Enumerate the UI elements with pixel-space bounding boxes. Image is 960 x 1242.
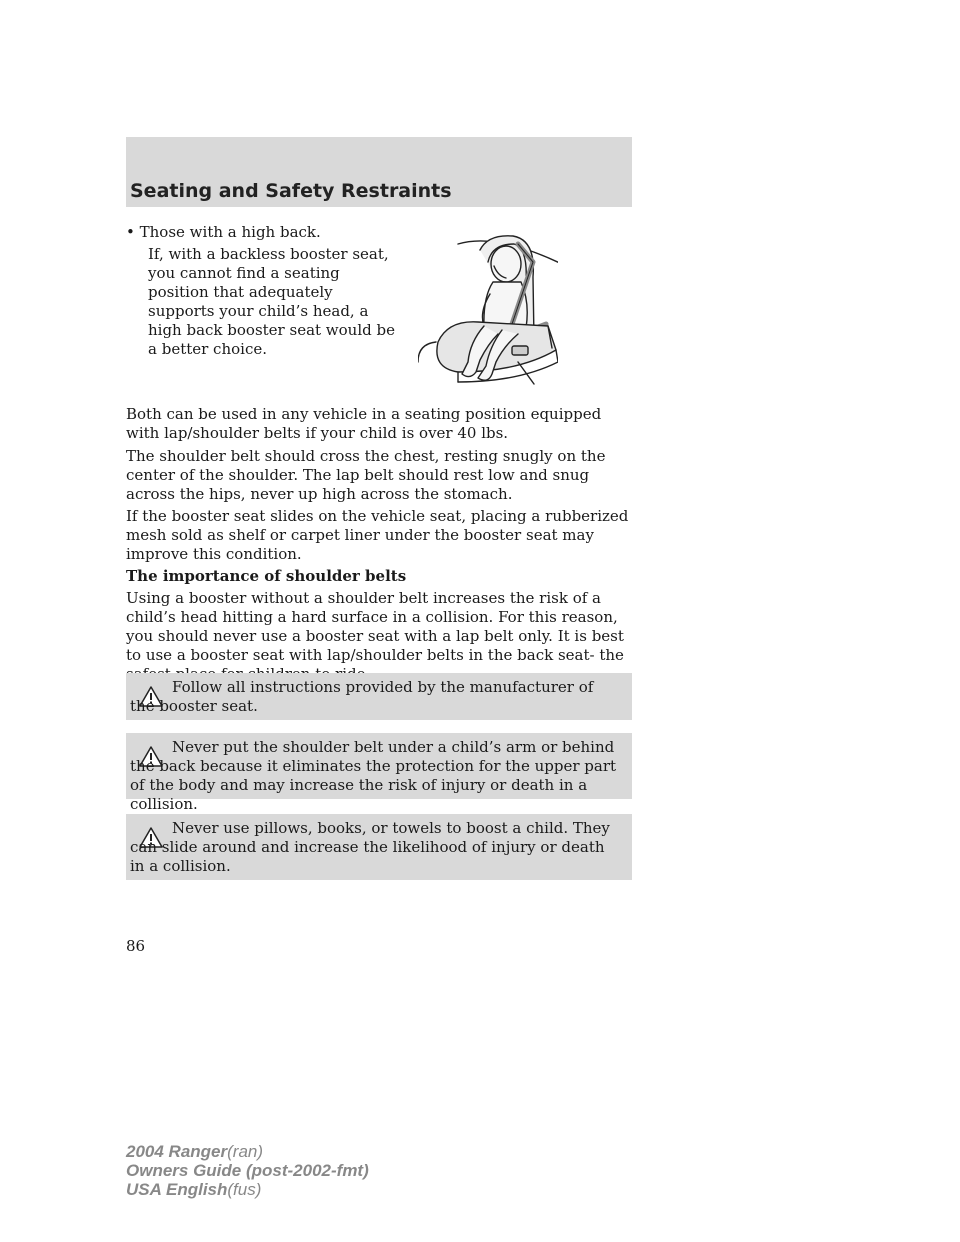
warning-text: Follow all instructions provided by the manufacturer of the booster seat. (130, 678, 594, 715)
page-number: 86 (126, 937, 146, 955)
paragraph-sliding-seat: If the booster seat slides on the vehicle seat, placing a rubberized mesh sold as shelf or carpet liner under the booster seat may improve this condition. (126, 507, 629, 563)
footer-line-model: 2004 Ranger(ran) (126, 1142, 264, 1161)
document-footer (126, 1142, 369, 1199)
page-title: Seating and Safety Restraints (130, 180, 452, 202)
warning-box-pillows (126, 814, 632, 880)
section-heading: The importance of shoulder belts (126, 567, 407, 585)
warning-box-instructions (126, 673, 632, 720)
indented-paragraph: If, with a backless booster seat, you cannot find a seating position that adequately supports your child’s head, a high back booster seat would be a better choice. (148, 245, 395, 358)
paragraph-both-vehicles: Both can be used in any vehicle in a seating position equipped with lap/shoulder belts if your child is over 40 lbs. (126, 405, 602, 442)
child-in-booster-seat-illustration (418, 222, 558, 390)
warning-text: Never use pillows, books, or towels to boost a child. They can slide around and increase the likelihood of injury or death in a collision. (130, 819, 610, 875)
footer-line-guide: Owners Guide (post-2002-fmt) (126, 1161, 369, 1180)
warning-text: Never put the shoulder belt under a child’s arm or behind the back because it eliminates the protection for the upper part of the body and may increase the risk of injury or death in a collision. (130, 738, 617, 813)
bullet-symbol: • (126, 223, 135, 241)
warning-box-shoulder-belt (126, 733, 632, 813)
section-paragraph: Using a booster without a shoulder belt increases the risk of a child’s head hitting a hard surface in a collision. For this reason, you should never use a booster seat with a lap belt only. It is best to use a booster seat with lap/shoulder belts in the back seat- the (126, 589, 624, 664)
bullet-text: Those with a high back. (139, 223, 321, 241)
bullet-item (126, 223, 321, 242)
paragraph-belt-position: The shoulder belt should cross the chest, resting snugly on the center of the shoulder. The lap belt should rest low and snug across the hips, never up high across the stomach. (126, 447, 606, 503)
footer-line-language: USA English(fus) (126, 1180, 262, 1199)
